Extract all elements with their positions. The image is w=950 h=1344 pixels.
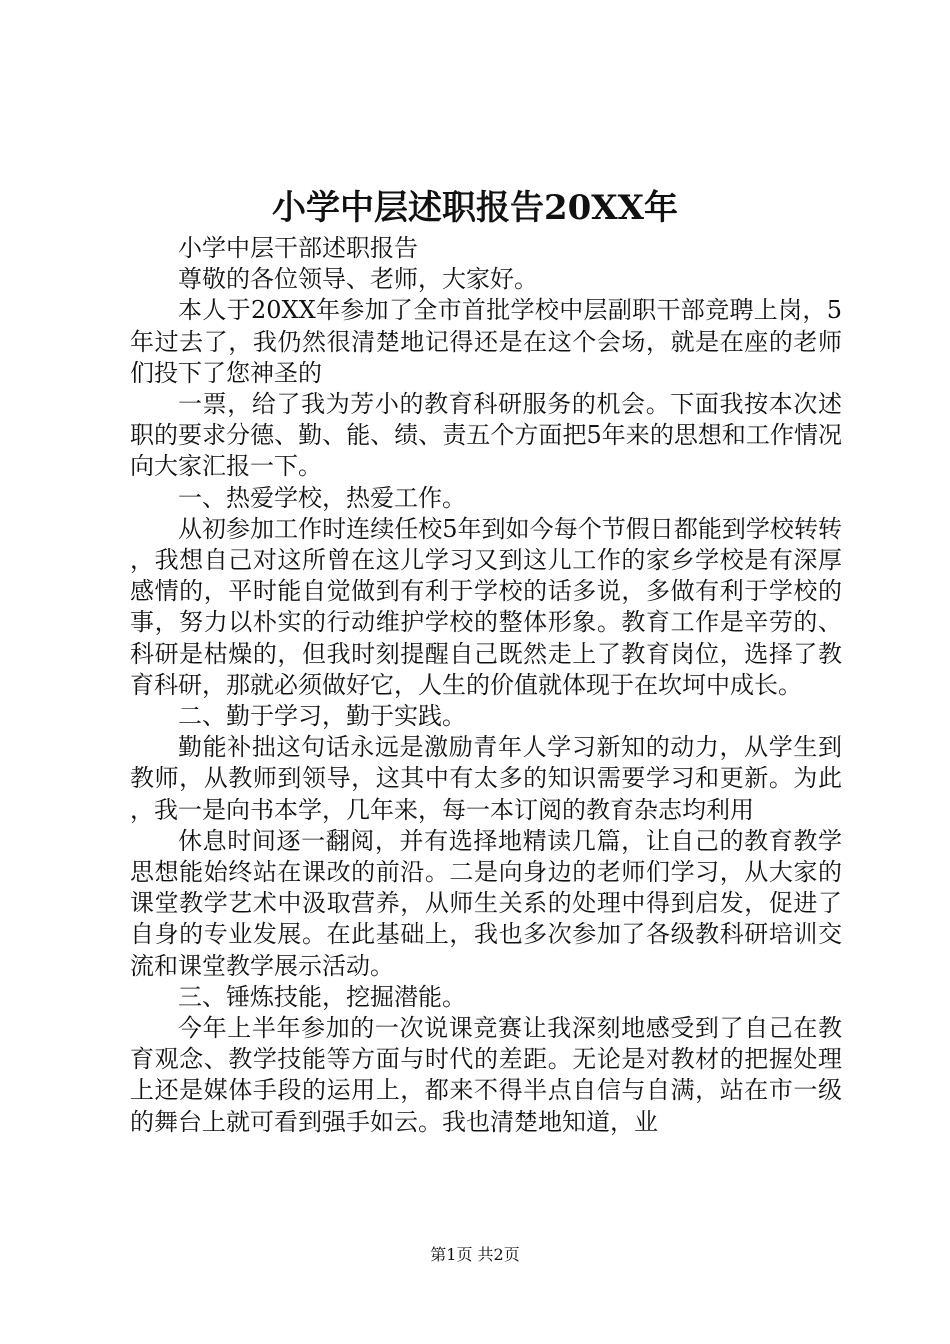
paragraph: 从初参加工作时连续任校5年到如今每个节假日都能到学校转转，我想自己对这所曾在这儿学习又到这儿工作的家乡学校是有深厚感情的，平时能自觉做到有利于学校的话多说，多做有利于学校的事，努力以朴实的行动维护学校的整体形象。教育工作是辛劳的、科研是枯燥的，但我时刻提醒自己既然走上了教育岗位，选择了教育科研，那就必须做好它，人生的价值就体现于在坎坷中成长。 [130, 514, 842, 699]
section-heading: 三、锤炼技能，挖掘潜能。 [178, 982, 466, 1011]
paragraph: 勤能补拙这句话永远是激励青年人学习新知的动力，从学生到教师，从教师到领导，这其中有太多的知识需要学习和更新。为此，我一是向书本学，几年来，每一本订阅的教育杂志均利用 [130, 733, 842, 824]
paragraph: 今年上半年参加的一次说课竞赛让我深刻地感受到了自己在教育观念、教学技能等方面与时代的差距。无论是对教材的把握处理上还是媒体手段的运用上，都来不得半点自信与自满，站在市一级的舞台上就可看到强手如云。我也清楚地知道，业 [130, 1014, 842, 1136]
paragraph: 尊敬的各位领导、老师，大家好。 [178, 265, 538, 294]
document-body [130, 233, 842, 1138]
page-footer: 第1页 共2页 [430, 1245, 520, 1264]
document-title: 小学中层述职报告20XX年 [271, 188, 679, 228]
section-heading: 一、热爱学校，热爱工作。 [178, 483, 466, 512]
paragraph: 本人于20XX年参加了全市首批学校中层副职干部竞聘上岗，5年过去了，我仍然很清楚地记得还是在这个会场，就是在座的老师们投下了您神圣的 [130, 296, 842, 387]
paragraph: 一票，给了我为芳小的教育科研服务的机会。下面我按本次述职的要求分德、勤、能、绩、责五个方面把5年来的思想和工作情况向大家汇报一下。 [130, 390, 842, 481]
section-heading: 二、勤于学习，勤于实践。 [178, 702, 466, 731]
paragraph: 休息时间逐一翻阅，并有选择地精读几篇，让自己的教育教学思想能始终站在课改的前沿。二是向身边的老师们学习，从大家的课堂教学艺术中汲取营养，从师生关系的处理中得到启发，促进了自身的专业发展。在此基础上，我也多次参加了各级教科研培训交流和课堂教学展示活动。 [130, 826, 842, 980]
paragraph: 小学中层干部述职报告 [178, 234, 418, 262]
